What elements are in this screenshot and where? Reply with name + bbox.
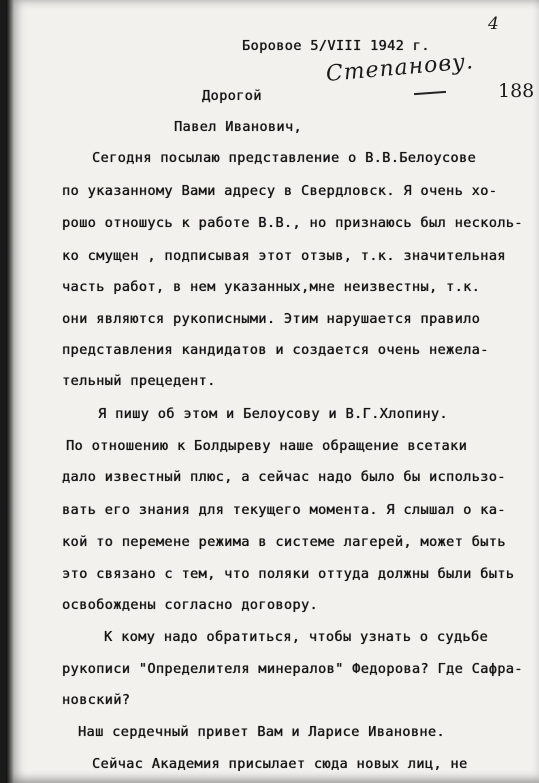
body-line: ко смущен , подписывая этот отзыв, т.к. значительная <box>62 248 506 264</box>
body-line: дало известный плюс, а сейчас надо было бы использо- <box>62 469 506 485</box>
salutation-line-1: Дорогой <box>202 88 262 104</box>
date-line: Боровое 5/VIII 1942 г. <box>242 38 430 54</box>
body-line: вать его знания для текущего момента. Я слышал о ка- <box>62 502 506 518</box>
body-line: представления кандидатов и создается очень нежела- <box>62 342 489 358</box>
body-line: рошо отношусь к работе В.В., но признаюсь был несколь- <box>62 215 523 231</box>
body-line: Сегодня посылаю представление о В.В.Белоусове <box>92 150 477 166</box>
body-line: они являются рукописными. Этим нарушается правило <box>62 311 481 327</box>
body-line: рукописи "Определителя минералов" Федорова? Где Сафра- <box>62 661 523 677</box>
body-line: часть работ, в нем указанных,мне неизвестны, т.к. <box>62 279 481 295</box>
body-line: К кому надо обратиться, чтобы узнать о судьбе <box>104 629 489 645</box>
folio-number: 188 <box>498 80 535 102</box>
body-line: новский? <box>62 692 131 708</box>
body-line: По отношению к Болдыреву наше обращение всетаки <box>66 438 468 454</box>
archive-number: 4 <box>488 14 499 34</box>
body-line: это связано с тем, что поляки оттуда должны были быть <box>62 566 515 582</box>
body-line: тельный прецедент. <box>62 373 216 389</box>
body-line: Я пишу об этом и Белоусову и В.Г.Хлопину. <box>98 406 448 422</box>
body-line: по указанному Вами адресу в Свердловск. Я очень хо- <box>62 183 498 199</box>
salutation-line-2: Павел Иванович, <box>174 119 303 135</box>
recipient-underline <box>414 91 446 95</box>
scan-edge-shadow <box>6 0 14 783</box>
letter-page <box>6 0 539 783</box>
body-line: кой то перемене режима в системе лагерей, может быть <box>62 534 506 550</box>
body-line: освобождены согласно договору. <box>62 597 319 613</box>
handwritten-recipient: Степанову. <box>324 49 475 87</box>
body-line: Наш сердечный привет Вам и Ларисе Ивановне. <box>78 724 445 740</box>
body-line: Сейчас Академия присылает сюда новых лиц, не <box>92 756 468 772</box>
